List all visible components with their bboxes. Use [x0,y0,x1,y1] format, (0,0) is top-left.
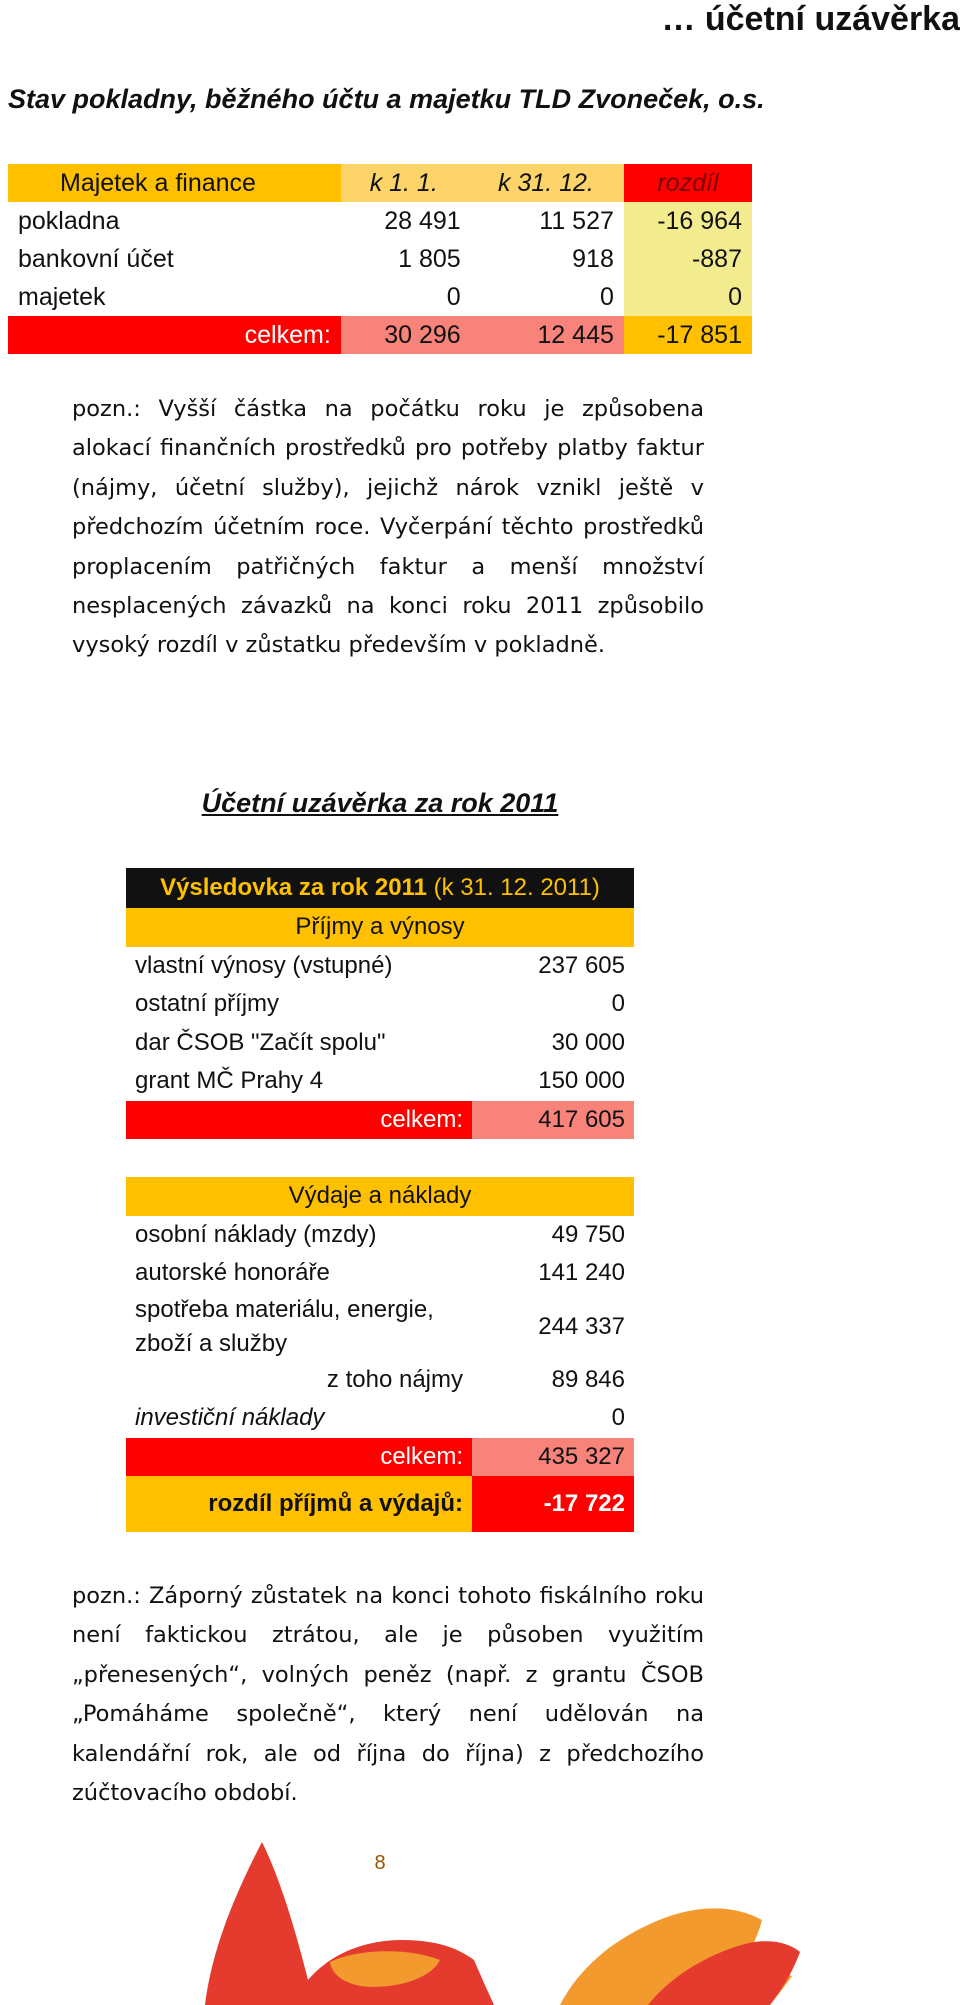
row-value: 89 846 [551,1365,625,1393]
total-label: celkem: [126,1101,472,1140]
results-title-bold: Výsledovka za rok 2011 [160,874,427,901]
row-value: 0 [611,990,625,1018]
row-label: vlastní výnosy (vstupné) [135,951,393,979]
total-label: celkem: [8,316,341,354]
section-title: Stav pokladny, běžného účtu a majetku TLD Zvoneček, o.s. [8,84,765,114]
row-label: majetek [18,282,106,311]
total-diff: -17 851 [624,316,752,354]
row-label: ostatní příjmy [135,990,280,1018]
cell-end: 0 [599,282,614,311]
row-value: 141 240 [538,1259,625,1287]
header-cell: k 1. 1. [341,164,471,202]
results-note: pozn.: Záporný zůstatek na konci tohoto fiskálního roku není faktickou ztrátou, ale je působen využitím „přenesených“, volných peněz (např. z grantu ČSOB „Pomáháme společně“, který není udělován na kalendářní rok, ale od října do října) z předchozího zúčtovacího období. [72,1583,704,1807]
row-label: grant MČ Prahy 4 [135,1067,324,1095]
table-row [126,1216,634,1255]
cell-start: 0 [446,282,461,311]
table-row [126,985,634,1024]
table-row [126,947,634,986]
results-title [126,868,634,908]
total-row [8,316,752,354]
row-label: dar ČSOB "Začít spolu" [135,1028,386,1056]
table-row [126,1361,634,1400]
results-title-row [126,868,634,908]
row-label: osobní náklady (mzdy) [135,1220,377,1248]
header-cell: Majetek a finance [8,164,341,202]
cell-end: 918 [572,244,614,273]
row-label: autorské honoráře [135,1259,330,1287]
header-cell: rozdíl [624,164,752,202]
row-value: 150 000 [538,1067,625,1095]
difference-label: rozdíl příjmů a výdajů: [126,1476,472,1532]
cell-diff: -887 [624,240,752,278]
page-header-title: … účetní uzávěrka [661,0,960,38]
row-label: z toho nájmy [326,1365,463,1393]
income-header-row [126,908,634,947]
expense-table [126,1177,634,1532]
row-value: 30 000 [551,1028,625,1056]
expense-total-row [126,1438,634,1477]
income-header: Příjmy a výnosy [126,908,634,947]
total-label: celkem: [126,1438,472,1477]
row-label: investiční náklady [135,1404,325,1432]
difference-row [126,1476,634,1532]
difference-value: -17 722 [472,1476,634,1532]
results-title-date: (k 31. 12. 2011) [426,874,600,901]
cell-end: 11 527 [539,206,614,235]
cell-diff: -16 964 [624,202,752,240]
row-label: spotřeba materiálu, energie, zboží a služby [135,1295,434,1357]
jester-hat-decoration [0,1820,960,2005]
income-total-row [126,1101,634,1140]
expense-header-row [126,1177,634,1216]
expense-header: Výdaje a náklady [126,1177,634,1216]
page-number: 8 [374,1852,386,1874]
table-row [126,1062,634,1101]
table-row [126,1254,634,1293]
row-value: 49 750 [551,1220,625,1248]
income-table [126,868,634,1139]
table-row [126,1293,634,1361]
total-end: 12 445 [471,316,624,354]
cell-start: 1 805 [398,244,461,273]
row-label: bankovní účet [18,244,174,273]
assets-note: pozn.: Vyšší částka na počátku roku je způsobena alokací finančních prostředků pro potřeby platby faktur (nájmy, účetní služby), jejichž nárok vznikl ještě v předchozím účetním roce. Vyčerpání těchto prostředků proplacením patřičných faktur a menší množství nesplacených závazků na konci roku 2011 způsobilo vysoký rozdíl v zůstatku především v pokladně. [72,396,704,659]
row-label: pokladna [18,206,120,235]
total-start: 30 296 [341,316,471,354]
cell-diff: 0 [624,278,752,316]
results-subtitle: Účetní uzávěrka za rok 2011 [201,788,559,818]
cell-start: 28 491 [384,206,461,235]
table-row [8,202,752,240]
total-value: 417 605 [472,1101,634,1140]
assets-table [8,164,752,354]
assets-table-header [8,164,752,202]
table-row [126,1024,634,1063]
table-row [126,1399,634,1438]
total-value: 435 327 [472,1438,634,1477]
table-row [8,278,752,316]
table-row [8,240,752,278]
row-value: 237 605 [538,951,625,979]
row-value: 244 337 [538,1312,625,1340]
header-cell: k 31. 12. [471,164,624,202]
row-value: 0 [611,1404,625,1432]
